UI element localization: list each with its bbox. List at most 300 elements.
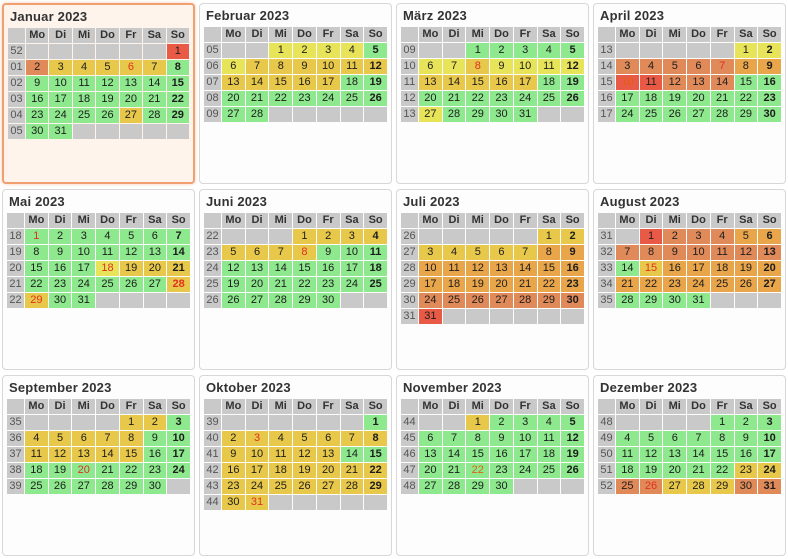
day-cell[interactable]: 30 (49, 293, 72, 308)
day-cell[interactable]: 2 (663, 229, 686, 244)
day-cell[interactable]: 15 (167, 76, 189, 91)
day-cell[interactable]: 4 (25, 431, 48, 446)
day-cell[interactable]: 7 (143, 60, 165, 75)
month-card[interactable] (199, 3, 392, 184)
day-cell[interactable]: 21 (443, 91, 466, 106)
day-cell[interactable]: 5 (561, 43, 584, 58)
day-cell[interactable]: 8 (466, 59, 489, 74)
day-cell[interactable]: 26 (735, 277, 758, 292)
month-card[interactable] (593, 189, 786, 370)
day-cell[interactable]: 18 (96, 261, 119, 276)
day-cell[interactable]: 26 (561, 91, 584, 106)
day-cell[interactable]: 6 (687, 59, 710, 74)
day-cell[interactable]: 11 (538, 59, 561, 74)
day-cell[interactable]: 27 (419, 479, 442, 494)
day-cell[interactable]: 26 (120, 277, 143, 292)
day-cell[interactable]: 17 (246, 463, 269, 478)
day-cell[interactable]: 18 (640, 91, 663, 106)
day-cell[interactable]: 4 (341, 43, 364, 58)
day-cell[interactable]: 25 (341, 91, 364, 106)
day-cell[interactable]: 20 (222, 91, 245, 106)
day-cell[interactable]: 2 (561, 229, 584, 244)
day-cell[interactable]: 26 (49, 479, 72, 494)
day-cell[interactable]: 25 (269, 479, 292, 494)
day-cell[interactable]: 23 (49, 277, 72, 292)
day-cell[interactable]: 2 (490, 415, 513, 430)
day-cell[interactable]: 5 (663, 59, 686, 74)
day-cell[interactable]: 15 (466, 447, 489, 462)
day-cell[interactable]: 12 (561, 59, 584, 74)
day-cell[interactable]: 29 (466, 479, 489, 494)
day-cell[interactable]: 16 (663, 261, 686, 276)
day-cell[interactable]: 2 (317, 229, 340, 244)
day-cell[interactable]: 8 (269, 59, 292, 74)
day-cell[interactable]: 5 (120, 229, 143, 244)
day-cell[interactable]: 13 (246, 261, 269, 276)
day-cell[interactable]: 12 (735, 245, 758, 260)
day-cell[interactable]: 21 (143, 92, 165, 107)
day-cell[interactable]: 18 (711, 261, 734, 276)
day-cell[interactable]: 15 (120, 447, 143, 462)
day-cell[interactable]: 6 (419, 431, 442, 446)
day-cell[interactable]: 2 (758, 43, 781, 58)
day-cell[interactable]: 29 (466, 107, 489, 122)
day-cell[interactable]: 2 (49, 229, 72, 244)
day-cell[interactable]: 11 (341, 59, 364, 74)
day-cell[interactable]: 28 (687, 479, 710, 494)
day-cell[interactable]: 15 (640, 261, 663, 276)
month-card[interactable] (2, 375, 195, 556)
day-cell[interactable]: 4 (711, 229, 734, 244)
day-cell[interactable]: 21 (514, 277, 537, 292)
day-cell[interactable]: 24 (419, 293, 442, 308)
day-cell[interactable]: 24 (341, 277, 364, 292)
day-cell[interactable]: 3 (72, 229, 95, 244)
day-cell[interactable]: 2 (144, 415, 167, 430)
day-cell[interactable]: 8 (364, 431, 387, 446)
day-cell[interactable]: 25 (616, 479, 639, 494)
day-cell[interactable]: 28 (711, 107, 734, 122)
day-cell[interactable]: 10 (341, 245, 364, 260)
day-cell[interactable]: 18 (73, 92, 95, 107)
day-cell[interactable]: 19 (120, 261, 143, 276)
day-cell[interactable]: 31 (49, 124, 71, 139)
day-cell[interactable]: 31 (687, 293, 710, 308)
day-cell[interactable]: 10 (758, 431, 781, 446)
day-cell[interactable]: 16 (26, 92, 48, 107)
day-cell[interactable]: 1 (466, 415, 489, 430)
day-cell[interactable]: 4 (538, 415, 561, 430)
day-cell[interactable]: 3 (616, 59, 639, 74)
day-cell[interactable]: 13 (222, 75, 245, 90)
day-cell[interactable]: 11 (711, 245, 734, 260)
day-cell[interactable]: 5 (735, 229, 758, 244)
day-cell[interactable]: 17 (49, 92, 71, 107)
day-cell[interactable]: 27 (758, 277, 781, 292)
day-cell[interactable]: 15 (466, 75, 489, 90)
day-cell[interactable]: 26 (663, 107, 686, 122)
day-cell[interactable]: 9 (317, 245, 340, 260)
day-cell[interactable]: 29 (25, 293, 48, 308)
day-cell[interactable]: 18 (25, 463, 48, 478)
month-card[interactable] (396, 189, 589, 370)
day-cell[interactable]: 5 (49, 431, 72, 446)
day-cell[interactable]: 1 (364, 415, 387, 430)
day-cell[interactable]: 30 (490, 479, 513, 494)
day-cell[interactable]: 24 (758, 463, 781, 478)
day-cell[interactable]: 10 (514, 431, 537, 446)
day-cell[interactable]: 16 (222, 463, 245, 478)
day-cell[interactable]: 20 (144, 261, 167, 276)
day-cell[interactable]: 22 (735, 91, 758, 106)
day-cell[interactable]: 22 (269, 91, 292, 106)
day-cell[interactable]: 10 (317, 59, 340, 74)
day-cell[interactable]: 8 (293, 245, 316, 260)
day-cell[interactable]: 4 (96, 229, 119, 244)
day-cell[interactable]: 14 (269, 261, 292, 276)
day-cell[interactable]: 11 (25, 447, 48, 462)
day-cell[interactable]: 6 (663, 431, 686, 446)
day-cell[interactable]: 17 (514, 447, 537, 462)
day-cell[interactable]: 21 (269, 277, 292, 292)
day-cell[interactable]: 23 (26, 108, 48, 123)
day-cell[interactable]: 1 (120, 415, 143, 430)
day-cell[interactable]: 22 (711, 463, 734, 478)
day-cell[interactable]: 20 (72, 463, 95, 478)
day-cell[interactable]: 6 (419, 59, 442, 74)
month-card[interactable] (2, 3, 195, 184)
day-cell[interactable]: 13 (72, 447, 95, 462)
day-cell[interactable]: 1 (735, 43, 758, 58)
day-cell[interactable]: 31 (514, 107, 537, 122)
day-cell[interactable]: 17 (317, 75, 340, 90)
day-cell[interactable]: 27 (687, 107, 710, 122)
day-cell[interactable]: 22 (293, 277, 316, 292)
day-cell[interactable]: 31 (72, 293, 95, 308)
day-cell[interactable]: 7 (443, 59, 466, 74)
day-cell[interactable]: 5 (293, 431, 316, 446)
day-cell[interactable]: 2 (26, 60, 48, 75)
day-cell[interactable]: 18 (364, 261, 387, 276)
day-cell[interactable]: 1 (640, 229, 663, 244)
day-cell[interactable]: 29 (167, 108, 189, 123)
day-cell[interactable]: 17 (758, 447, 781, 462)
day-cell[interactable]: 25 (538, 91, 561, 106)
day-cell[interactable]: 14 (246, 75, 269, 90)
day-cell[interactable]: 17 (616, 91, 639, 106)
day-cell[interactable]: 3 (49, 60, 71, 75)
day-cell[interactable]: 8 (640, 245, 663, 260)
day-cell[interactable]: 24 (317, 91, 340, 106)
day-cell[interactable]: 29 (364, 479, 387, 494)
day-cell[interactable]: 16 (144, 447, 167, 462)
day-cell[interactable]: 24 (687, 277, 710, 292)
day-cell[interactable]: 28 (143, 108, 165, 123)
day-cell[interactable]: 22 (120, 463, 143, 478)
day-cell[interactable]: 8 (25, 245, 48, 260)
day-cell[interactable]: 25 (538, 463, 561, 478)
day-cell[interactable]: 13 (490, 261, 513, 276)
day-cell[interactable]: 24 (616, 107, 639, 122)
day-cell[interactable]: 13 (419, 447, 442, 462)
day-cell[interactable]: 30 (758, 107, 781, 122)
day-cell[interactable]: 30 (735, 479, 758, 494)
day-cell[interactable]: 15 (735, 75, 758, 90)
day-cell[interactable]: 16 (490, 447, 513, 462)
day-cell[interactable]: 7 (616, 245, 639, 260)
day-cell[interactable]: 9 (735, 431, 758, 446)
day-cell[interactable]: 19 (735, 261, 758, 276)
day-cell[interactable]: 11 (443, 261, 466, 276)
day-cell[interactable]: 23 (490, 463, 513, 478)
day-cell[interactable]: 26 (466, 293, 489, 308)
day-cell[interactable]: 7 (687, 431, 710, 446)
day-cell[interactable]: 3 (341, 229, 364, 244)
day-cell[interactable]: 27 (72, 479, 95, 494)
day-cell[interactable]: 16 (561, 261, 584, 276)
day-cell[interactable]: 22 (167, 92, 189, 107)
day-cell[interactable]: 12 (640, 447, 663, 462)
day-cell[interactable]: 28 (246, 107, 269, 122)
day-cell[interactable]: 28 (514, 293, 537, 308)
day-cell[interactable]: 29 (735, 107, 758, 122)
day-cell[interactable]: 14 (167, 245, 190, 260)
day-cell[interactable]: 27 (222, 107, 245, 122)
day-cell[interactable]: 9 (26, 76, 48, 91)
day-cell[interactable]: 25 (25, 479, 48, 494)
day-cell[interactable]: 14 (514, 261, 537, 276)
day-cell[interactable]: 2 (293, 43, 316, 58)
day-cell[interactable]: 18 (538, 447, 561, 462)
day-cell[interactable]: 12 (364, 59, 387, 74)
day-cell[interactable]: 3 (514, 43, 537, 58)
day-cell[interactable]: 19 (561, 75, 584, 90)
day-cell[interactable]: 4 (616, 431, 639, 446)
day-cell[interactable]: 22 (364, 463, 387, 478)
day-cell[interactable]: 3 (687, 229, 710, 244)
day-cell[interactable]: 2 (490, 43, 513, 58)
day-cell[interactable]: 12 (120, 245, 143, 260)
day-cell[interactable]: 27 (144, 277, 167, 292)
day-cell[interactable]: 3 (317, 43, 340, 58)
day-cell[interactable]: 21 (443, 463, 466, 478)
day-cell[interactable]: 26 (293, 479, 316, 494)
day-cell[interactable]: 6 (490, 245, 513, 260)
day-cell[interactable]: 10 (419, 261, 442, 276)
day-cell[interactable]: 13 (687, 75, 710, 90)
day-cell[interactable]: 17 (167, 447, 190, 462)
day-cell[interactable]: 6 (144, 229, 167, 244)
day-cell[interactable]: 19 (640, 463, 663, 478)
day-cell[interactable]: 1 (25, 229, 48, 244)
month-card[interactable] (593, 375, 786, 556)
day-cell[interactable]: 6 (317, 431, 340, 446)
day-cell[interactable]: 13 (144, 245, 167, 260)
day-cell[interactable]: 17 (687, 261, 710, 276)
day-cell[interactable]: 6 (222, 59, 245, 74)
day-cell[interactable]: 23 (317, 277, 340, 292)
day-cell[interactable]: 3 (514, 415, 537, 430)
day-cell[interactable]: 12 (222, 261, 245, 276)
day-cell[interactable]: 25 (711, 277, 734, 292)
day-cell[interactable]: 19 (293, 463, 316, 478)
day-cell[interactable]: 22 (466, 463, 489, 478)
day-cell[interactable]: 31 (246, 495, 269, 510)
day-cell[interactable]: 18 (538, 75, 561, 90)
day-cell[interactable]: 10 (246, 447, 269, 462)
day-cell[interactable]: 7 (443, 431, 466, 446)
day-cell[interactable]: 11 (96, 245, 119, 260)
day-cell[interactable]: 8 (538, 245, 561, 260)
day-cell[interactable]: 15 (538, 261, 561, 276)
day-cell[interactable]: 27 (120, 108, 142, 123)
day-cell[interactable]: 20 (317, 463, 340, 478)
day-cell[interactable]: 17 (419, 277, 442, 292)
day-cell[interactable]: 12 (49, 447, 72, 462)
day-cell[interactable]: 23 (490, 91, 513, 106)
month-card[interactable] (199, 189, 392, 370)
day-cell[interactable]: 14 (443, 75, 466, 90)
day-cell[interactable]: 16 (49, 261, 72, 276)
day-cell[interactable]: 7 (341, 431, 364, 446)
day-cell[interactable]: 18 (443, 277, 466, 292)
day-cell[interactable]: 4 (640, 59, 663, 74)
day-cell[interactable]: 24 (514, 463, 537, 478)
day-cell[interactable]: 19 (222, 277, 245, 292)
day-cell[interactable]: 5 (466, 245, 489, 260)
day-cell[interactable]: 13 (663, 447, 686, 462)
day-cell[interactable]: 28 (616, 293, 639, 308)
day-cell[interactable]: 29 (711, 479, 734, 494)
day-cell[interactable]: 24 (72, 277, 95, 292)
day-cell[interactable]: 28 (269, 293, 292, 308)
day-cell[interactable]: 5 (364, 43, 387, 58)
day-cell[interactable]: 8 (711, 431, 734, 446)
day-cell[interactable]: 4 (443, 245, 466, 260)
day-cell[interactable]: 30 (144, 479, 167, 494)
day-cell[interactable]: 11 (640, 75, 663, 90)
day-cell[interactable]: 12 (663, 75, 686, 90)
day-cell[interactable]: 9 (293, 59, 316, 74)
day-cell[interactable]: 10 (72, 245, 95, 260)
day-cell[interactable]: 4 (538, 43, 561, 58)
day-cell[interactable]: 10 (514, 59, 537, 74)
day-cell[interactable]: 10 (687, 245, 710, 260)
day-cell[interactable]: 5 (640, 431, 663, 446)
day-cell[interactable]: 8 (167, 60, 189, 75)
day-cell[interactable]: 6 (72, 431, 95, 446)
day-cell[interactable]: 28 (443, 107, 466, 122)
day-cell[interactable]: 11 (364, 245, 387, 260)
day-cell[interactable]: 7 (167, 229, 190, 244)
month-card[interactable] (396, 3, 589, 184)
day-cell[interactable]: 13 (758, 245, 781, 260)
day-cell[interactable]: 28 (96, 479, 119, 494)
month-card[interactable] (593, 3, 786, 184)
day-cell[interactable]: 12 (466, 261, 489, 276)
day-cell[interactable]: 23 (293, 91, 316, 106)
day-cell[interactable]: 16 (293, 75, 316, 90)
day-cell[interactable]: 1 (466, 43, 489, 58)
day-cell[interactable]: 9 (490, 59, 513, 74)
day-cell[interactable]: 15 (711, 447, 734, 462)
day-cell[interactable]: 23 (735, 463, 758, 478)
day-cell[interactable]: 27 (419, 107, 442, 122)
day-cell[interactable]: 2 (735, 415, 758, 430)
day-cell[interactable]: 22 (466, 91, 489, 106)
day-cell[interactable]: 14 (341, 447, 364, 462)
month-card[interactable] (2, 189, 195, 370)
day-cell[interactable]: 26 (640, 479, 663, 494)
day-cell[interactable]: 6 (246, 245, 269, 260)
day-cell[interactable]: 13 (120, 76, 142, 91)
day-cell[interactable]: 9 (144, 431, 167, 446)
day-cell[interactable]: 10 (616, 75, 639, 90)
day-cell[interactable]: 22 (538, 277, 561, 292)
day-cell[interactable]: 21 (96, 463, 119, 478)
day-cell[interactable]: 19 (49, 463, 72, 478)
day-cell[interactable]: 14 (143, 76, 165, 91)
day-cell[interactable]: 26 (364, 91, 387, 106)
day-cell[interactable]: 7 (514, 245, 537, 260)
day-cell[interactable]: 14 (443, 447, 466, 462)
day-cell[interactable]: 23 (663, 277, 686, 292)
day-cell[interactable]: 20 (687, 91, 710, 106)
day-cell[interactable]: 25 (96, 277, 119, 292)
day-cell[interactable]: 9 (49, 245, 72, 260)
day-cell[interactable]: 16 (735, 447, 758, 462)
day-cell[interactable]: 14 (711, 75, 734, 90)
day-cell[interactable]: 3 (246, 431, 269, 446)
day-cell[interactable]: 8 (120, 431, 143, 446)
day-cell[interactable]: 25 (640, 107, 663, 122)
day-cell[interactable]: 5 (96, 60, 118, 75)
day-cell[interactable]: 29 (640, 293, 663, 308)
day-cell[interactable]: 30 (561, 293, 584, 308)
day-cell[interactable]: 7 (711, 59, 734, 74)
day-cell[interactable]: 17 (341, 261, 364, 276)
month-card[interactable] (396, 375, 589, 556)
day-cell[interactable]: 9 (561, 245, 584, 260)
day-cell[interactable]: 29 (120, 479, 143, 494)
day-cell[interactable]: 30 (222, 495, 245, 510)
day-cell[interactable]: 21 (616, 277, 639, 292)
day-cell[interactable]: 4 (269, 431, 292, 446)
day-cell[interactable]: 22 (25, 277, 48, 292)
day-cell[interactable]: 14 (687, 447, 710, 462)
day-cell[interactable]: 11 (538, 431, 561, 446)
day-cell[interactable]: 20 (246, 277, 269, 292)
day-cell[interactable]: 19 (364, 75, 387, 90)
day-cell[interactable]: 10 (49, 76, 71, 91)
day-cell[interactable]: 25 (73, 108, 95, 123)
day-cell[interactable]: 15 (269, 75, 292, 90)
day-cell[interactable]: 23 (561, 277, 584, 292)
day-cell[interactable]: 15 (25, 261, 48, 276)
day-cell[interactable]: 25 (443, 293, 466, 308)
day-cell[interactable]: 19 (96, 92, 118, 107)
month-card[interactable] (199, 375, 392, 556)
day-cell[interactable]: 7 (246, 59, 269, 74)
day-cell[interactable]: 29 (538, 293, 561, 308)
day-cell[interactable]: 11 (269, 447, 292, 462)
day-cell[interactable]: 24 (49, 108, 71, 123)
day-cell[interactable]: 7 (96, 431, 119, 446)
day-cell[interactable]: 21 (341, 463, 364, 478)
day-cell[interactable]: 9 (490, 431, 513, 446)
day-cell[interactable]: 8 (735, 59, 758, 74)
day-cell[interactable]: 12 (96, 76, 118, 91)
